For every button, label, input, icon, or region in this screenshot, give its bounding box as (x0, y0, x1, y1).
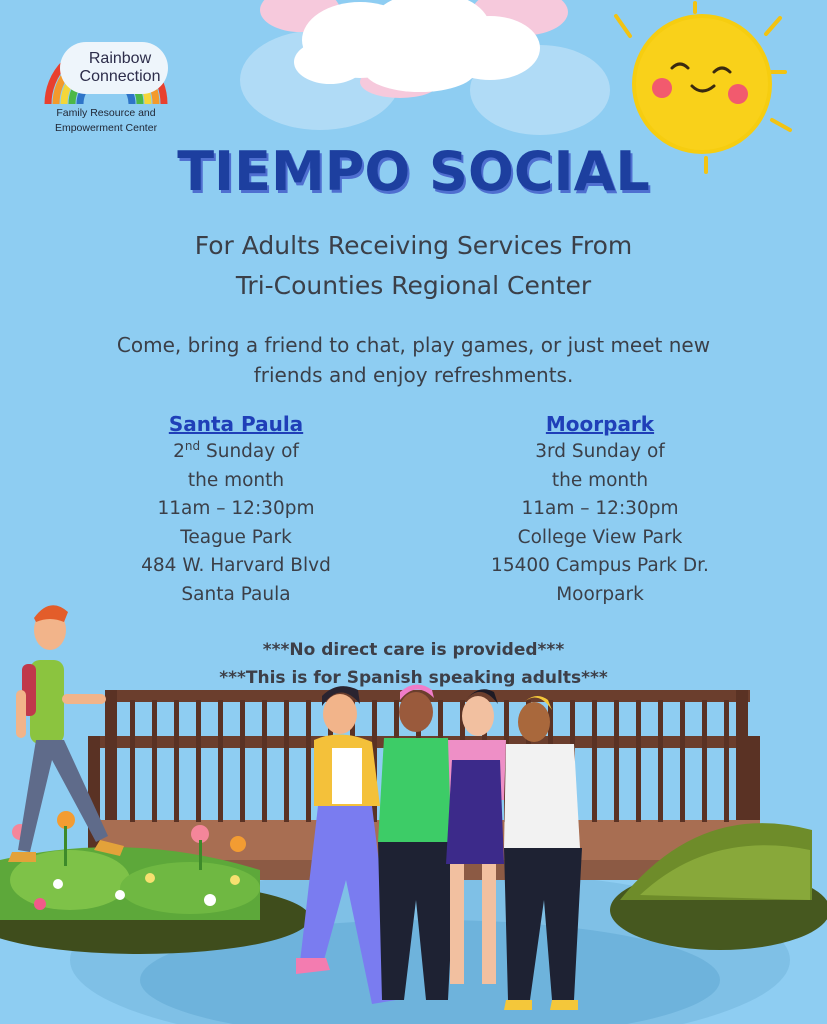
day-number: 2 (173, 441, 185, 462)
event-title: TIEMPO SOCIAL (177, 140, 650, 203)
intro-line2: friends and enjoy refreshments. (253, 363, 574, 387)
bridge-baluster (680, 700, 685, 822)
bridge-baluster (702, 700, 707, 822)
bridge-baluster (196, 700, 201, 822)
bridge-baluster (284, 700, 289, 822)
event-description (60, 330, 767, 390)
location-time: 11am – 12:30pm (521, 498, 679, 519)
bridge-baluster (592, 700, 597, 822)
day-rest: Sunday of (200, 441, 299, 462)
location-moorpark (450, 410, 750, 609)
location-day: 3rd Sunday of (535, 441, 665, 462)
bridge-baluster (724, 700, 729, 822)
subtitle-line1: For Adults Receiving Services From (194, 231, 633, 260)
logo-name (64, 50, 176, 86)
location-month: the month (187, 469, 285, 491)
bridge-baluster (218, 700, 223, 822)
notice-spanish-speaking: ***This is for Spanish speaking adults*** (219, 668, 608, 688)
location-title[interactable]: Santa Paula (168, 412, 304, 436)
bridge-baluster (306, 700, 311, 822)
location-day (86, 438, 386, 467)
logo-subtitle (36, 106, 176, 136)
logo-sub-line1: Family Resource and (56, 107, 156, 119)
logo-name-line1: Rainbow (88, 50, 152, 67)
cloud-icon (240, 0, 610, 135)
location-address: 15400 Campus Park Dr. (491, 555, 709, 576)
bridge-baluster (240, 700, 245, 822)
location-city: Santa Paula (181, 583, 291, 605)
event-subtitle (0, 226, 827, 306)
subtitle-line2: Tri-Counties Regional Center (235, 271, 592, 300)
location-month: the month (551, 469, 649, 491)
day-suffix: nd (184, 438, 201, 453)
location-city: Moorpark (556, 583, 644, 605)
bridge-baluster (262, 700, 267, 822)
location-time: 11am – 12:30pm (157, 498, 315, 519)
logo-sub-line2: Empowerment Center (54, 122, 158, 134)
location-venue: Teague Park (180, 526, 292, 548)
logo-name-line2: Connection (79, 68, 161, 85)
location-title[interactable]: Moorpark (545, 412, 655, 436)
bridge-baluster (636, 700, 641, 822)
bridge-baluster (174, 700, 179, 822)
intro-line1: Come, bring a friend to chat, play games, or just meet new (116, 333, 711, 357)
location-address: 484 W. Harvard Blvd (141, 555, 331, 576)
notice-no-direct-care: ***No direct care is provided*** (262, 640, 565, 660)
bridge-baluster (614, 700, 619, 822)
bridge-baluster (658, 700, 663, 822)
bridge-baluster (130, 700, 135, 822)
notices (0, 636, 827, 692)
location-venue: College View Park (517, 526, 683, 548)
location-santa-paula (86, 410, 386, 609)
rainbow-connection-logo (36, 4, 176, 136)
bridge-baluster (152, 700, 157, 822)
